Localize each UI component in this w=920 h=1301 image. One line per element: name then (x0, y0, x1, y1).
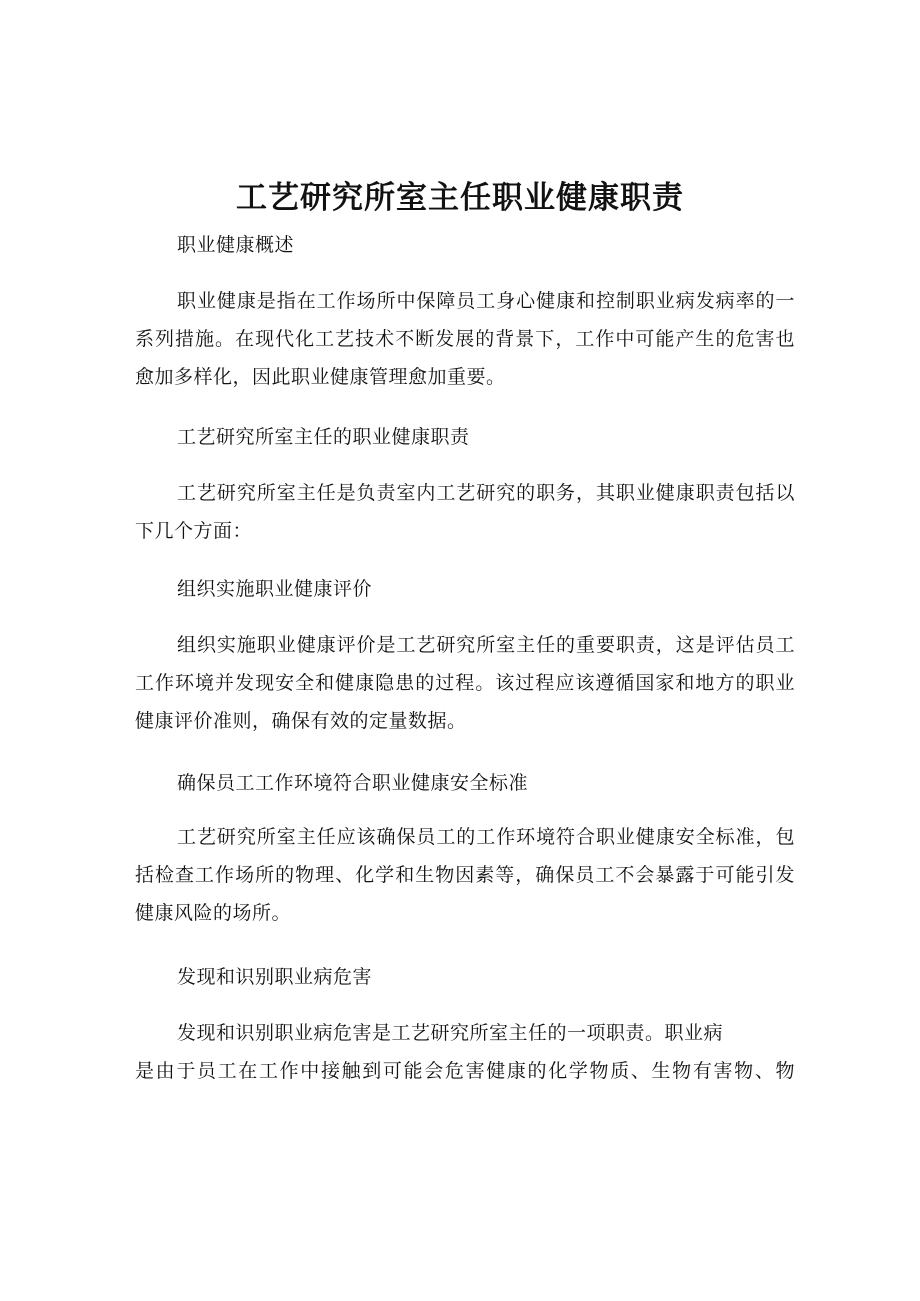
body-paragraph: 工艺研究所室主任是负责室内工艺研究的职务，其职业健康职责包括以下几个方面： (135, 482, 795, 542)
document-title: 工艺研究所室主任职业健康职责 (236, 180, 684, 216)
body-paragraph: 组织实施职业健康评价是工艺研究所室主任的重要职责，这是评估员工工作环境并发现安全和健康隐患的过程。该过程应该遵循国家和地方的职业健康评价准则，确保有效的定量数据。 (135, 634, 795, 732)
section-heading: 职业健康概述 (177, 234, 295, 256)
body-paragraph: 职业健康是指在工作场所中保障员工身心健康和控制职业病发病率的一系列措施。在现代化工艺技术不断发展的背景下，工作中可能产生的危害也愈加多样化，因此职业健康管理愈加重要。 (135, 290, 795, 388)
section-heading: 工艺研究所室主任的职业健康职责 (177, 426, 470, 448)
section-heading: 确保员工工作环境符合职业健康安全标准 (177, 772, 529, 794)
section-heading: 发现和识别职业病危害 (177, 966, 373, 988)
body-paragraph: 工艺研究所室主任应该确保员工的工作环境符合职业健康安全标准，包括检查工作场所的物理、化学和生物因素等，确保员工不会暴露于可能引发健康风险的场所。 (135, 826, 795, 924)
body-paragraph: 发现和识别职业病危害是工艺研究所室主任的一项职责。职业病 (177, 1022, 724, 1044)
section-heading: 组织实施职业健康评价 (177, 578, 373, 600)
body-paragraph-continuation: 是由于员工在工作中接触到可能会危害健康的化学物质、生物有害物、物 (135, 1060, 795, 1082)
